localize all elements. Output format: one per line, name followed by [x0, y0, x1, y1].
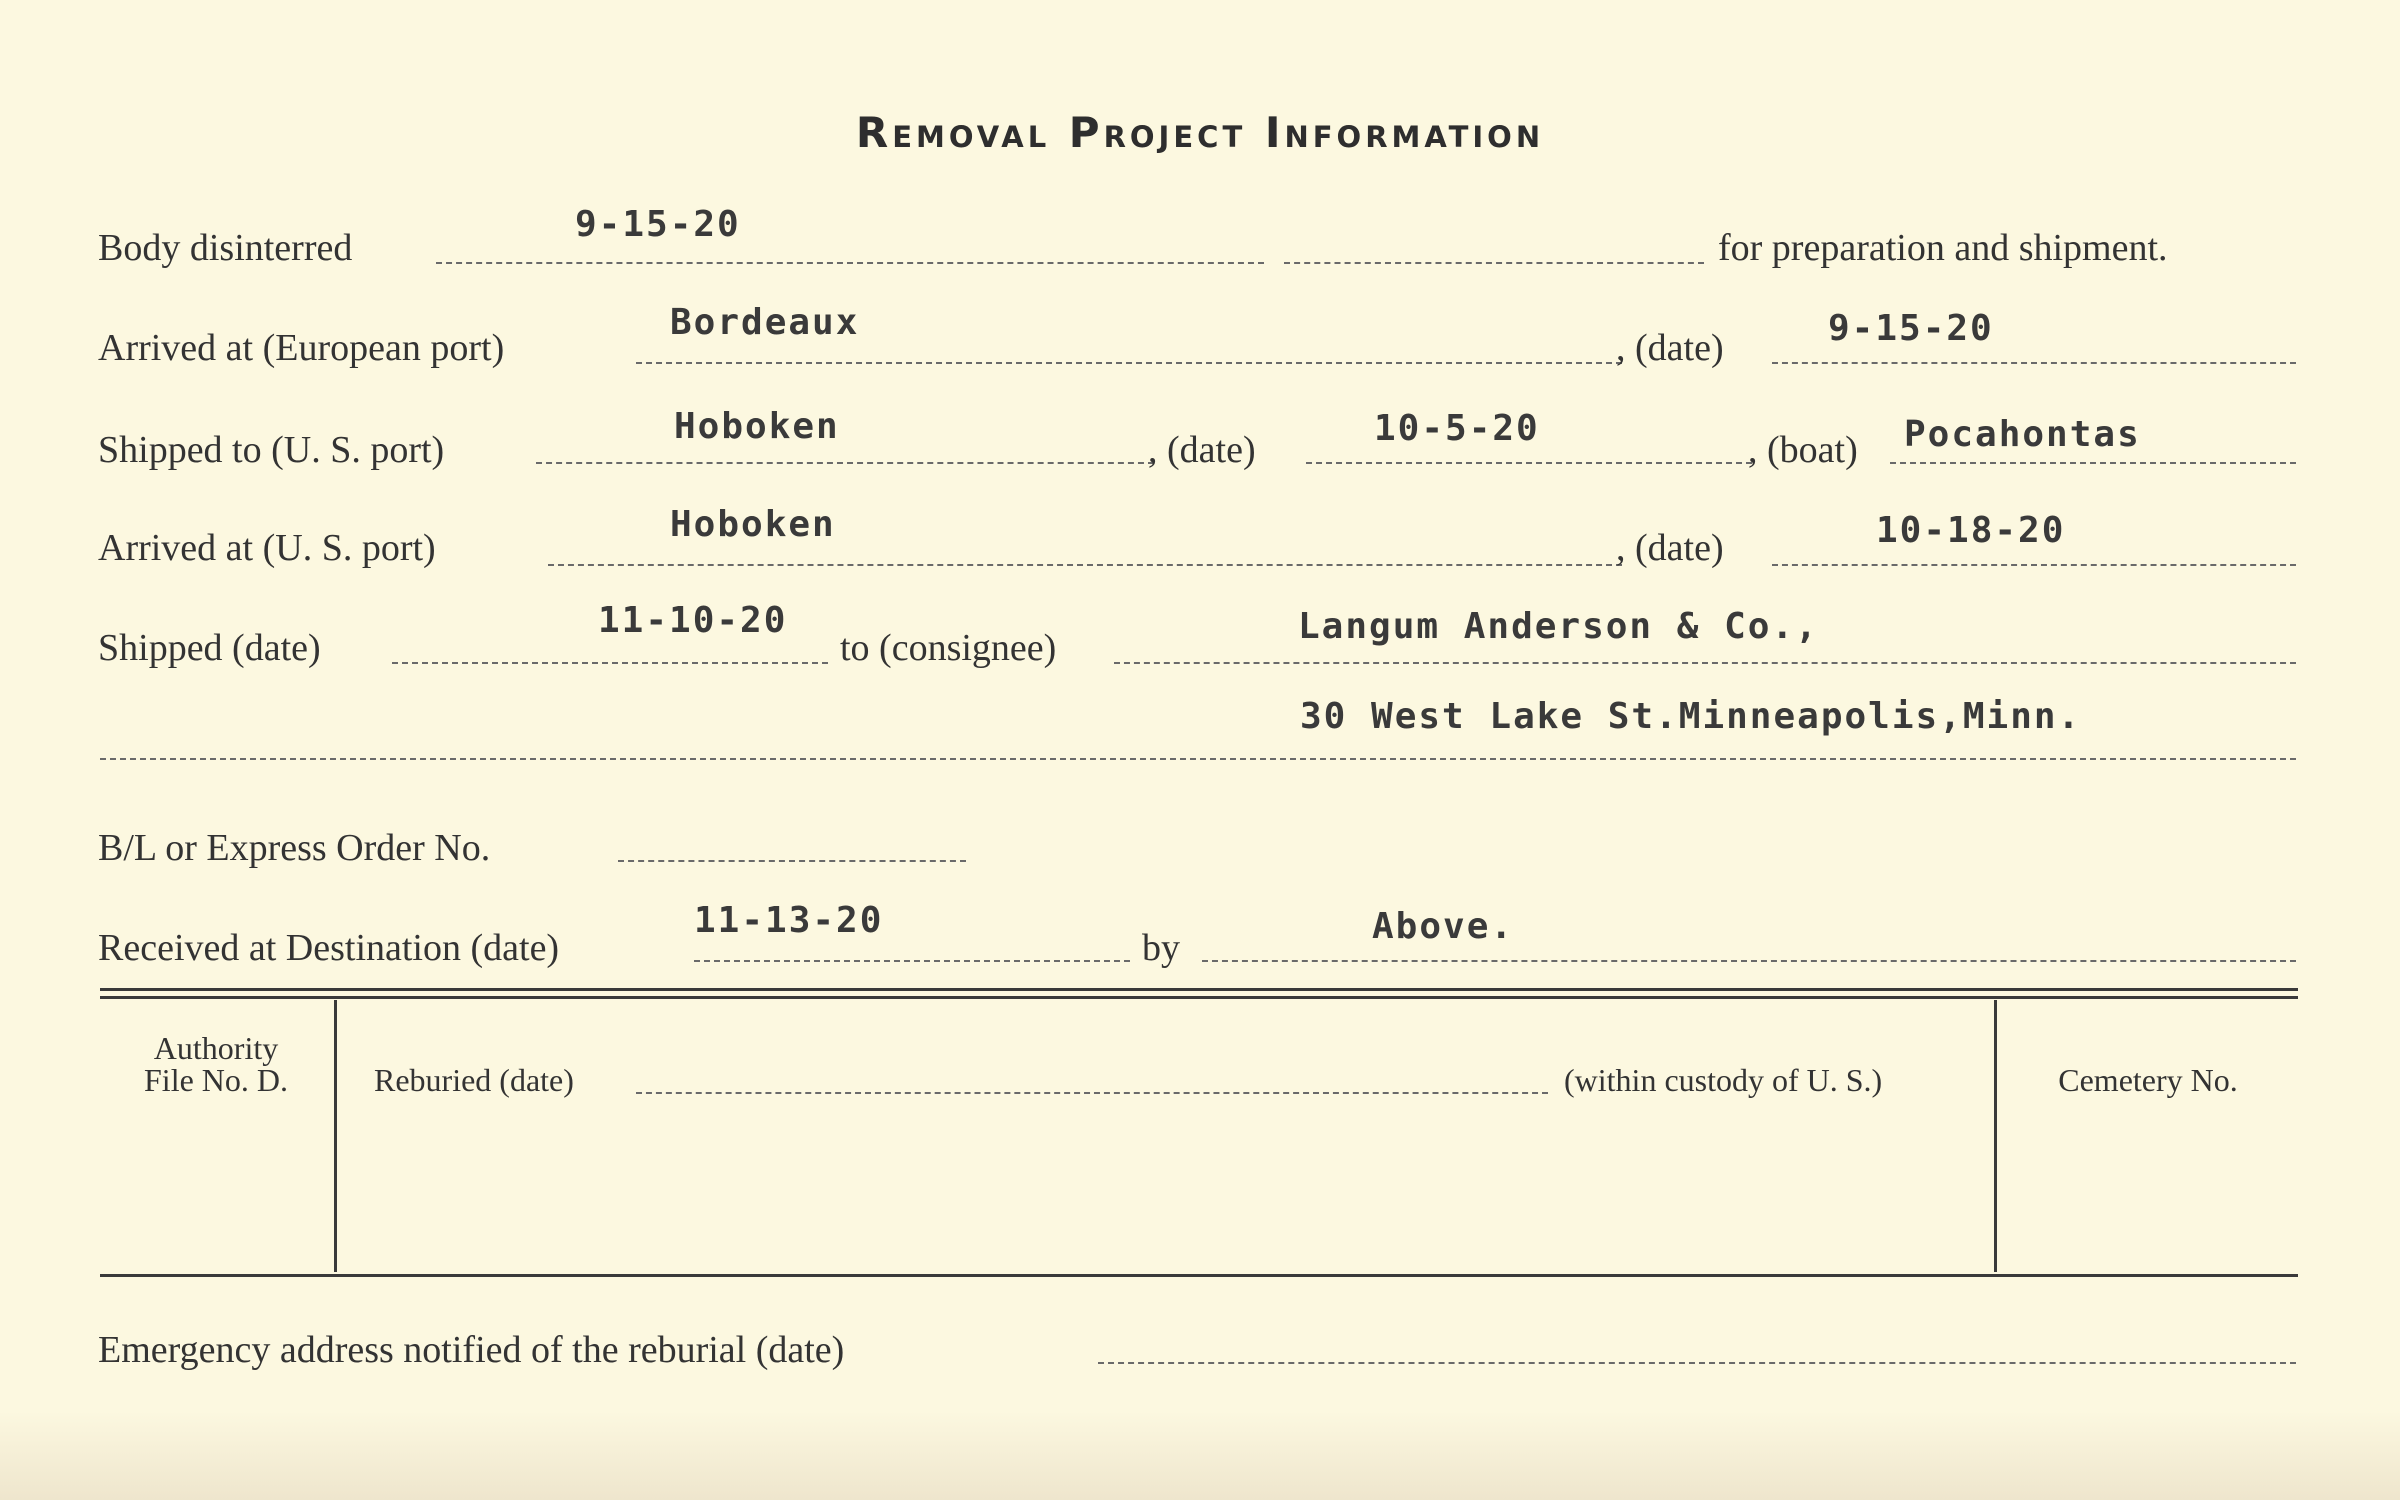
- disinterred-line-2: [1284, 262, 1704, 264]
- shipped-us-label: Shipped to (U. S. port): [98, 429, 445, 471]
- reburied-line: [636, 1092, 1548, 1094]
- arrived-us-label: Arrived at (U. S. port): [98, 527, 436, 569]
- authority-line-2: File No. D.: [144, 1062, 288, 1098]
- shipped-us-boat-line: [1890, 462, 2296, 464]
- shipped-us-value: Hoboken: [674, 406, 840, 447]
- arrived-europe-date-label: , (date): [1616, 327, 1724, 369]
- custody-label: (within custody of U. S.): [1564, 1062, 1883, 1098]
- card-edge-shading: [0, 1410, 2400, 1500]
- address-line: [100, 758, 2296, 760]
- emergency-line: [1098, 1362, 2296, 1364]
- arrived-us-date-value: 10-18-20: [1876, 510, 2066, 551]
- disinterred-value: 9-15-20: [575, 204, 741, 245]
- shipped-label: Shipped (date): [98, 627, 321, 669]
- shipped-us-boat-value: Pocahontas: [1904, 414, 2141, 455]
- received-by-line: [1202, 960, 2296, 962]
- disinterred-label: Body disinterred: [98, 227, 353, 269]
- arrived-us-date-label: , (date): [1616, 527, 1724, 569]
- table-top-rule-2: [100, 996, 2298, 999]
- authority-line-1: Authority: [153, 1030, 279, 1066]
- arrived-europe-date-line: [1772, 362, 2296, 364]
- received-by-value: Above.: [1372, 906, 1515, 947]
- shipped-us-date-line: [1306, 462, 1752, 464]
- emergency-label: Emergency address notified of the reburial (date): [98, 1329, 845, 1371]
- received-label: Received at Destination (date): [98, 927, 560, 969]
- consignee-value: Langum Anderson & Co.,: [1298, 606, 1819, 647]
- shipped-value: 11-10-20: [598, 600, 788, 641]
- shipped-line: [392, 662, 828, 664]
- arrived-us-line: [548, 564, 1622, 566]
- arrived-us-value: Hoboken: [670, 504, 836, 545]
- bl-label: B/L or Express Order No.: [98, 827, 491, 869]
- reburied-label: Reburied (date): [374, 1062, 574, 1098]
- received-value: 11-13-20: [694, 900, 884, 941]
- consignee-address: 30 West Lake St.Minneapolis,Minn.: [1300, 696, 2082, 737]
- table-divider-2: [1994, 1000, 1997, 1272]
- table-top-rule: [100, 988, 2298, 991]
- card-title: Removal Project Information: [855, 108, 1545, 157]
- table-divider-1: [334, 1000, 337, 1272]
- disinterred-line: [436, 262, 1264, 264]
- arrived-europe-line: [636, 362, 1622, 364]
- disinterred-suffix: for preparation and shipment.: [1718, 227, 2168, 269]
- consignee-label: to (consignee): [840, 627, 1057, 669]
- shipped-us-date-value: 10-5-20: [1374, 408, 1540, 449]
- consignee-line: [1114, 662, 2296, 664]
- shipped-us-line: [536, 462, 1154, 464]
- arrived-us-date-line: [1772, 564, 2296, 566]
- received-line: [694, 960, 1130, 962]
- arrived-europe-value: Bordeaux: [670, 302, 860, 343]
- arrived-europe-date-value: 9-15-20: [1828, 308, 1994, 349]
- arrived-europe-label: Arrived at (European port): [98, 327, 505, 369]
- table-bottom-rule: [100, 1274, 2298, 1277]
- shipped-us-boat-label: , (boat): [1748, 429, 1858, 471]
- cemetery-label: Cemetery No.: [2058, 1062, 2238, 1098]
- bl-line: [618, 860, 966, 862]
- shipped-us-date-label: , (date): [1148, 429, 1256, 471]
- received-by-label: by: [1142, 927, 1180, 969]
